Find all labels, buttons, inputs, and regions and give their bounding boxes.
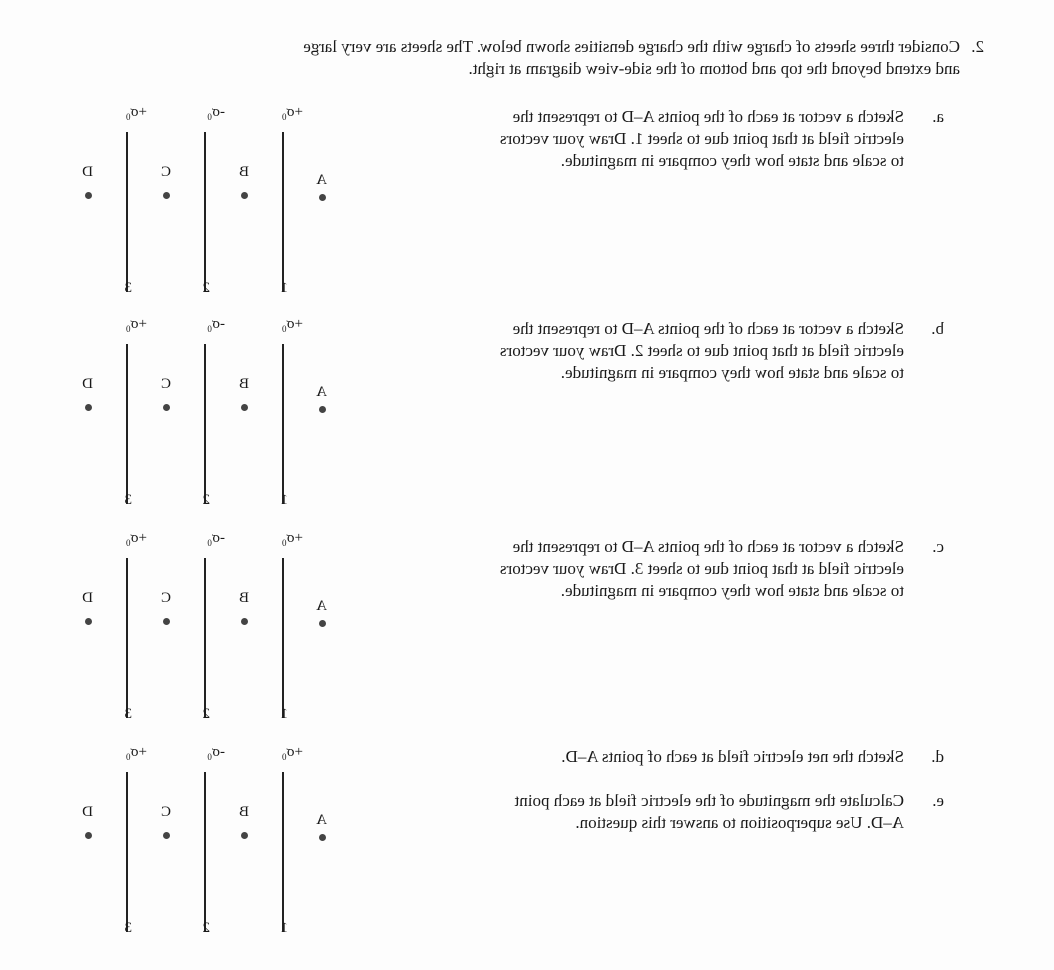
point-d-label: D: [82, 164, 93, 180]
point-d-dot: [85, 404, 92, 411]
sheet-1-number: 1: [280, 920, 288, 936]
point-c-label: C: [160, 164, 171, 180]
sheet-2-line: [204, 558, 206, 718]
point-c-label: C: [160, 590, 171, 606]
sheet-2-charge: $-\sigma_0$: [207, 316, 225, 334]
sheet-1-charge: $+\sigma_0$: [281, 316, 303, 334]
part-b-line-3: to scale and state how they compare in magnitude.: [560, 363, 904, 382]
part-c-line-3: to scale and state how they compare in magnitude.: [560, 581, 904, 600]
sheet-1-number: 1: [280, 280, 288, 296]
sheet-1-charge: $+\sigma_0$: [281, 104, 303, 122]
sheet-1-number: 1: [280, 706, 288, 722]
sheet-3-number: 3: [124, 492, 132, 508]
point-b-label: B: [238, 376, 249, 392]
sheet-1-line: [282, 132, 284, 292]
sheet-3-charge: $+\sigma_0$: [125, 744, 147, 762]
point-c-dot: [163, 832, 170, 839]
sheet-diagram-c: [61, 530, 327, 730]
point-d-label: D: [82, 804, 93, 820]
sheet-diagram-de: [61, 744, 327, 944]
point-d-dot: [85, 832, 92, 839]
point-a-dot: [319, 194, 326, 201]
sheet-3-charge: $+\sigma_0$: [125, 530, 147, 548]
sheet-3-line: [126, 132, 128, 292]
part-e-letter: e.: [932, 791, 944, 810]
point-d-label: D: [82, 590, 93, 606]
sheet-3-number: 3: [124, 706, 132, 722]
sheet-3-line: [126, 772, 128, 932]
part-b-line-2: electric field at that point due to sheet 2. Draw your vectors: [499, 341, 904, 360]
point-a-dot: [319, 834, 326, 841]
point-d-label: D: [82, 376, 93, 392]
sheet-1-number: 1: [280, 492, 288, 508]
part-d-line-1: Sketch the net electric field at each of points A–D.: [561, 747, 904, 766]
sheet-diagram-a: [61, 104, 327, 304]
sheet-diagram-b: [61, 316, 327, 516]
sheet-1-line: [282, 772, 284, 932]
part-c-line-1: Sketch a vector at each of the points A–D to represent the: [512, 537, 904, 556]
point-b-dot: [241, 832, 248, 839]
point-b-dot: [241, 404, 248, 411]
problem-intro-line-1: Consider three sheets of charge with the charge densities shown below. The sheets are very large: [303, 37, 960, 56]
sheet-2-number: 2: [202, 920, 210, 936]
sheet-1-charge: $+\sigma_0$: [281, 744, 303, 762]
sheet-2-charge: $-\sigma_0$: [207, 104, 225, 122]
sheet-3-number: 3: [124, 280, 132, 296]
point-a-dot: [319, 406, 326, 413]
part-a-line-2: electric field at that point due to sheet 1. Draw your vectors: [499, 129, 904, 148]
point-c-dot: [163, 618, 170, 625]
point-a-label: A: [316, 598, 327, 614]
point-a-label: A: [316, 384, 327, 400]
point-c-label: C: [160, 376, 171, 392]
part-b-letter: b.: [931, 319, 944, 338]
point-d-dot: [85, 192, 92, 199]
point-b-label: B: [238, 804, 249, 820]
part-c-line-2: electric field at that point due to sheet 3. Draw your vectors: [499, 559, 904, 578]
sheet-3-charge: $+\sigma_0$: [125, 316, 147, 334]
sheet-1-line: [282, 558, 284, 718]
sheet-2-number: 2: [202, 706, 210, 722]
sheet-2-charge: $-\sigma_0$: [207, 530, 225, 548]
point-c-label: C: [160, 804, 171, 820]
part-c-letter: c.: [932, 537, 944, 556]
sheet-2-line: [204, 132, 206, 292]
sheet-2-charge: $-\sigma_0$: [207, 744, 225, 762]
sheet-1-charge: $+\sigma_0$: [281, 530, 303, 548]
sheet-2-line: [204, 344, 206, 504]
point-b-dot: [241, 618, 248, 625]
part-e-line-2: A–D. Use superposition to answer this question.: [575, 813, 904, 832]
point-b-dot: [241, 192, 248, 199]
sheet-3-number: 3: [124, 920, 132, 936]
sheet-3-line: [126, 344, 128, 504]
point-b-label: B: [238, 164, 249, 180]
part-a-line-3: to scale and state how they compare in magnitude.: [560, 151, 904, 170]
point-b-label: B: [238, 590, 249, 606]
sheet-2-line: [204, 772, 206, 932]
point-a-label: A: [316, 812, 327, 828]
point-c-dot: [163, 192, 170, 199]
point-a-label: A: [316, 172, 327, 188]
sheet-2-number: 2: [202, 492, 210, 508]
point-d-dot: [85, 618, 92, 625]
part-d-letter: d.: [931, 747, 944, 766]
part-b-line-1: Sketch a vector at each of the points A–D to represent the: [512, 319, 904, 338]
sheet-2-number: 2: [202, 280, 210, 296]
problem-number: 2.: [971, 37, 984, 56]
sheet-3-line: [126, 558, 128, 718]
sheet-1-line: [282, 344, 284, 504]
point-c-dot: [163, 404, 170, 411]
part-a-letter: a.: [932, 107, 944, 126]
part-e-line-1: Calculate the magnitude of the electric field at each point: [514, 791, 904, 810]
point-a-dot: [319, 620, 326, 627]
sheet-3-charge: $+\sigma_0$: [125, 104, 147, 122]
problem-intro-line-2: and extend beyond the top and bottom of the side-view diagram at right.: [468, 59, 960, 78]
part-a-line-1: Sketch a vector at each of the points A–D to represent the: [512, 107, 904, 126]
